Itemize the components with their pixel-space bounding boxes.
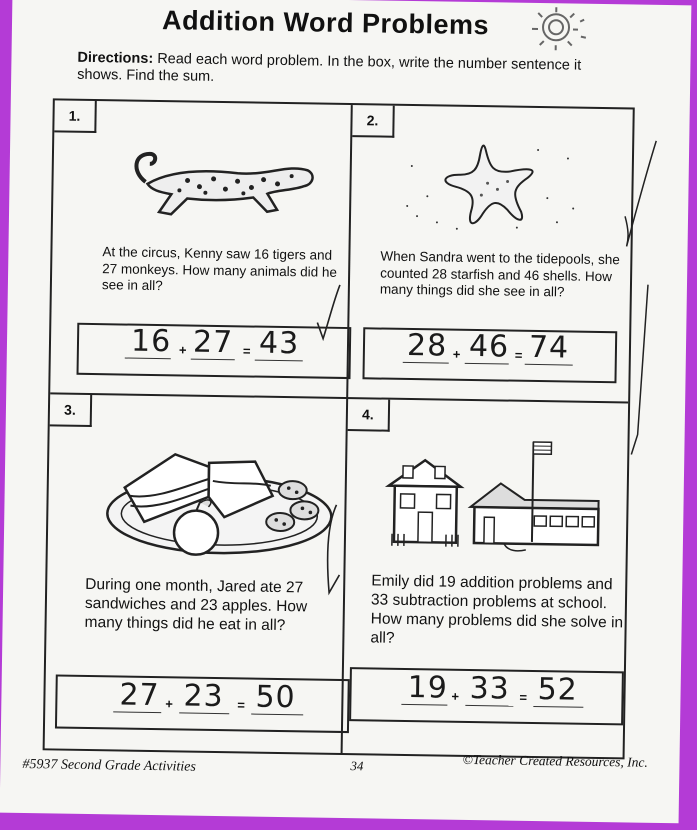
answer-box[interactable] — [77, 323, 352, 379]
answer-box[interactable] — [55, 674, 350, 733]
plus-sign: + — [178, 342, 187, 358]
answer-sum: 52 — [537, 672, 579, 708]
answer-addend-2: 33 — [469, 670, 511, 707]
answer-addend-2: 23 — [183, 678, 224, 715]
answer-addend-2: 27 — [192, 324, 234, 361]
answer-blank — [125, 358, 171, 360]
answer-blank — [251, 714, 303, 716]
directions-label: Directions: — [77, 49, 154, 67]
footer-book-title: #5937 Second Grade Activities — [22, 756, 197, 775]
starfish-icon — [397, 136, 589, 239]
plus-sign: + — [451, 688, 460, 704]
answer-blank — [179, 712, 229, 714]
answer-blank — [525, 364, 573, 366]
problem-cell-2 — [348, 105, 633, 401]
answer-sum: 74 — [528, 329, 570, 366]
sandwich-plate-icon — [104, 435, 336, 559]
problem-cell-1 — [50, 100, 351, 397]
answer-blank — [255, 360, 303, 362]
problem-grid — [43, 98, 635, 759]
answer-blank — [465, 363, 509, 365]
answer-addend-1: 16 — [130, 323, 172, 360]
checkmark-icon — [317, 503, 345, 613]
sun-icon — [514, 5, 595, 61]
answer-box[interactable] — [349, 667, 624, 725]
footer-publisher: ©Teacher Created Resources, Inc. — [462, 751, 648, 770]
margin-checkmark-icon — [611, 134, 660, 465]
equals-sign: = — [519, 689, 528, 705]
problem-cell-3 — [45, 394, 347, 753]
answer-addend-1: 19 — [407, 670, 449, 706]
problem-number: 2. — [352, 105, 394, 138]
problem-number: 3. — [50, 394, 92, 427]
problem-text: Emily did 19 addition problems and 33 subtraction problems at school. How many problems did she solve in all? — [370, 572, 624, 647]
answer-blank — [401, 704, 447, 706]
house-school-icon — [384, 436, 606, 559]
plus-sign: + — [165, 696, 174, 712]
problem-text: When Sandra went to the tidepools, she counted 28 starfish and 46 shells. How many things did she see in all? — [379, 248, 620, 300]
page-title: Addition Word Problems — [161, 5, 490, 41]
plus-sign: + — [452, 346, 461, 362]
answer-blank — [113, 711, 161, 713]
problem-text: At the circus, Kenny saw 16 tigers and 27 monkeys. How many animals did he see in all? — [101, 244, 338, 294]
equals-sign: = — [242, 343, 251, 359]
answer-box[interactable] — [362, 327, 617, 383]
answer-blank — [191, 359, 235, 361]
answer-blank — [465, 705, 513, 707]
answer-sum: 50 — [255, 679, 296, 716]
footer-page-number: 34 — [350, 758, 364, 774]
directions-text: Read each word problem. In the box, write the number sentence it shows. Find the sum. — [77, 51, 582, 85]
problem-number: 4. — [348, 399, 390, 432]
problem-text: During one month, Jared ate 27 sandwiches and 23 apples. How many things did he eat in all? — [84, 575, 308, 635]
answer-addend-1: 28 — [406, 327, 448, 364]
answer-sum: 43 — [258, 325, 300, 362]
problem-number: 1. — [54, 100, 96, 133]
equals-sign: = — [514, 347, 523, 363]
equals-sign: = — [237, 697, 246, 713]
answer-addend-2: 46 — [468, 328, 510, 365]
answer-blank — [533, 706, 583, 708]
problem-cell-4 — [343, 399, 629, 757]
leopard-icon — [127, 142, 318, 225]
answer-addend-1: 27 — [119, 677, 160, 714]
answer-blank — [403, 362, 449, 364]
directions — [77, 50, 597, 92]
